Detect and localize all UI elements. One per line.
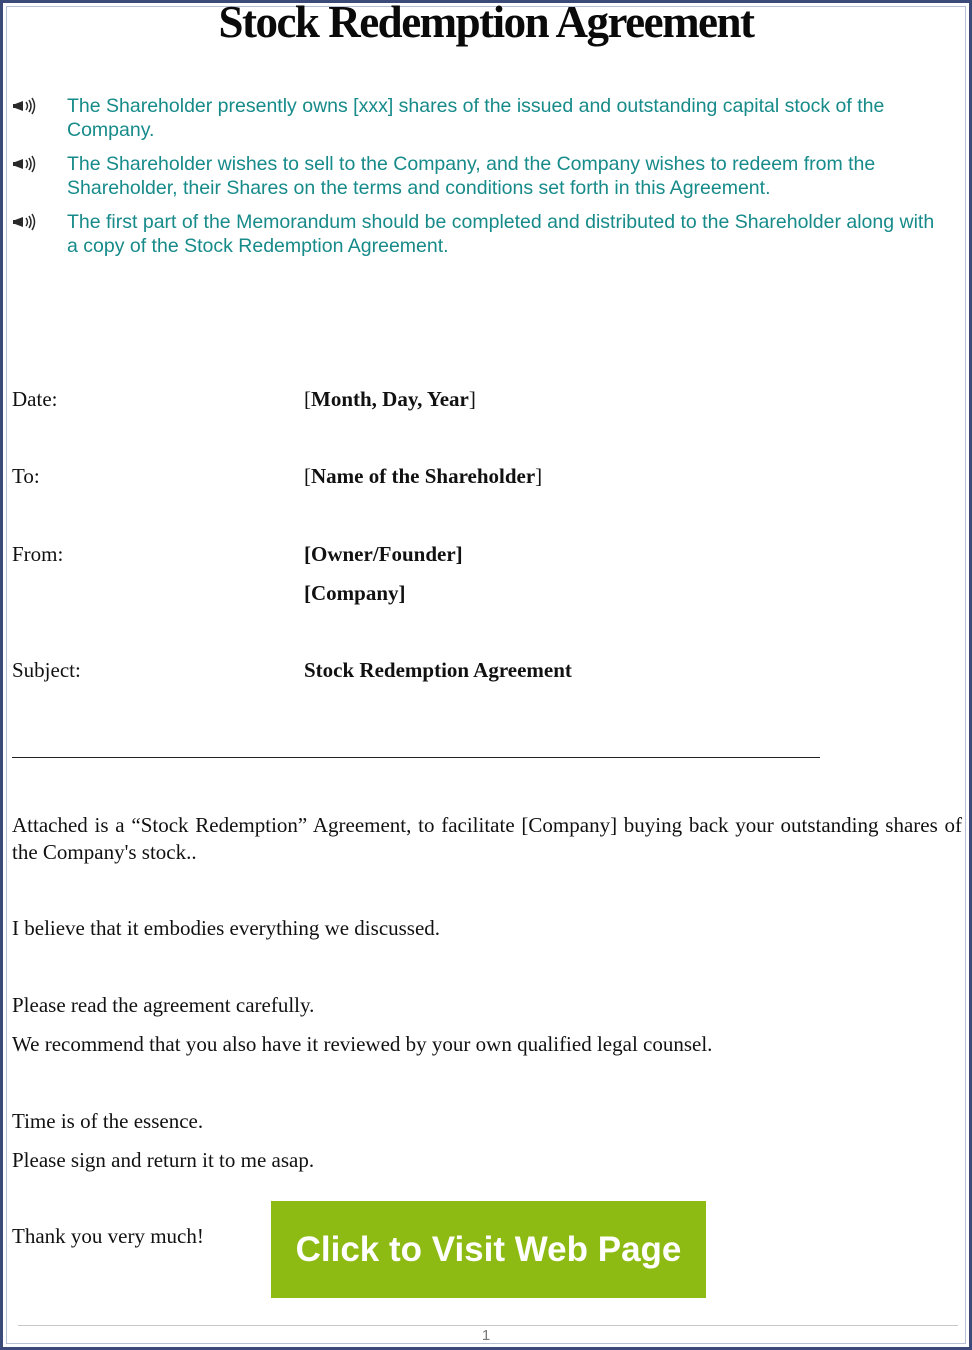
body-paragraph-believe: I believe that it embodies everything we discussed.: [12, 916, 441, 940]
body-paragraph-recommend: We recommend that you also have it reviewed by your own qualified legal counsel.: [12, 1032, 713, 1056]
date-label: Date:: [12, 387, 58, 411]
body-paragraph-read: Please read the agreement carefully.: [12, 993, 315, 1017]
date-value-text: Month, Day, Year: [311, 387, 469, 411]
megaphone-icon: [12, 213, 38, 231]
visit-web-page-button[interactable]: Click to Visit Web Page: [271, 1201, 706, 1298]
subject-label: Subject:: [12, 658, 81, 682]
bullet-item: [12, 210, 942, 258]
bullet-item: [12, 94, 942, 142]
body-paragraph-sign: Please sign and return it to me asap.: [12, 1148, 315, 1172]
bullet-item: [12, 152, 942, 200]
to-label: To:: [12, 464, 40, 488]
subject-value: Stock Redemption Agreement: [304, 658, 572, 682]
date-value: [Month, Day, Year]: [304, 387, 476, 411]
bullet-text: The Shareholder wishes to sell to the Company, and the Company wishes to redeem from the Shareholder, their Shares on the terms and conditions set forth in this Agreement.: [67, 153, 876, 199]
footer-divider: [18, 1325, 958, 1326]
body-paragraph-attached: Attached is a “Stock Redemption” Agreement, to facilitate [Company] buying back your outstanding shares of the Company's stock..: [12, 813, 962, 864]
from-label: From:: [12, 542, 64, 566]
megaphone-icon: [12, 97, 38, 115]
bullet-list: [12, 94, 942, 268]
from-value-owner: [Owner/Founder]: [304, 542, 463, 566]
body-paragraph-thanks: Thank you very much!: [12, 1224, 204, 1248]
from-value-owner-text: Owner/Founder: [311, 542, 456, 566]
from-value-company: [Company]: [304, 581, 406, 605]
to-value: [Name of the Shareholder]: [304, 464, 543, 488]
bullet-text: The Shareholder presently owns [xxx] shares of the issued and outstanding capital stock of the Company.: [67, 95, 885, 141]
page-number: 1: [481, 1327, 491, 1344]
memo-divider: [12, 757, 820, 758]
bullet-text: The first part of the Memorandum should be completed and distributed to the Shareholder along with a copy of the Stock Redemption Agreement.: [67, 211, 935, 257]
megaphone-icon: [12, 155, 38, 173]
to-value-text: Name of the Shareholder: [311, 464, 536, 488]
body-paragraph-essence: Time is of the essence.: [12, 1109, 204, 1133]
document-title: Stock Redemption Agreement: [218, 0, 754, 47]
from-value-company-text: Company: [311, 581, 399, 605]
